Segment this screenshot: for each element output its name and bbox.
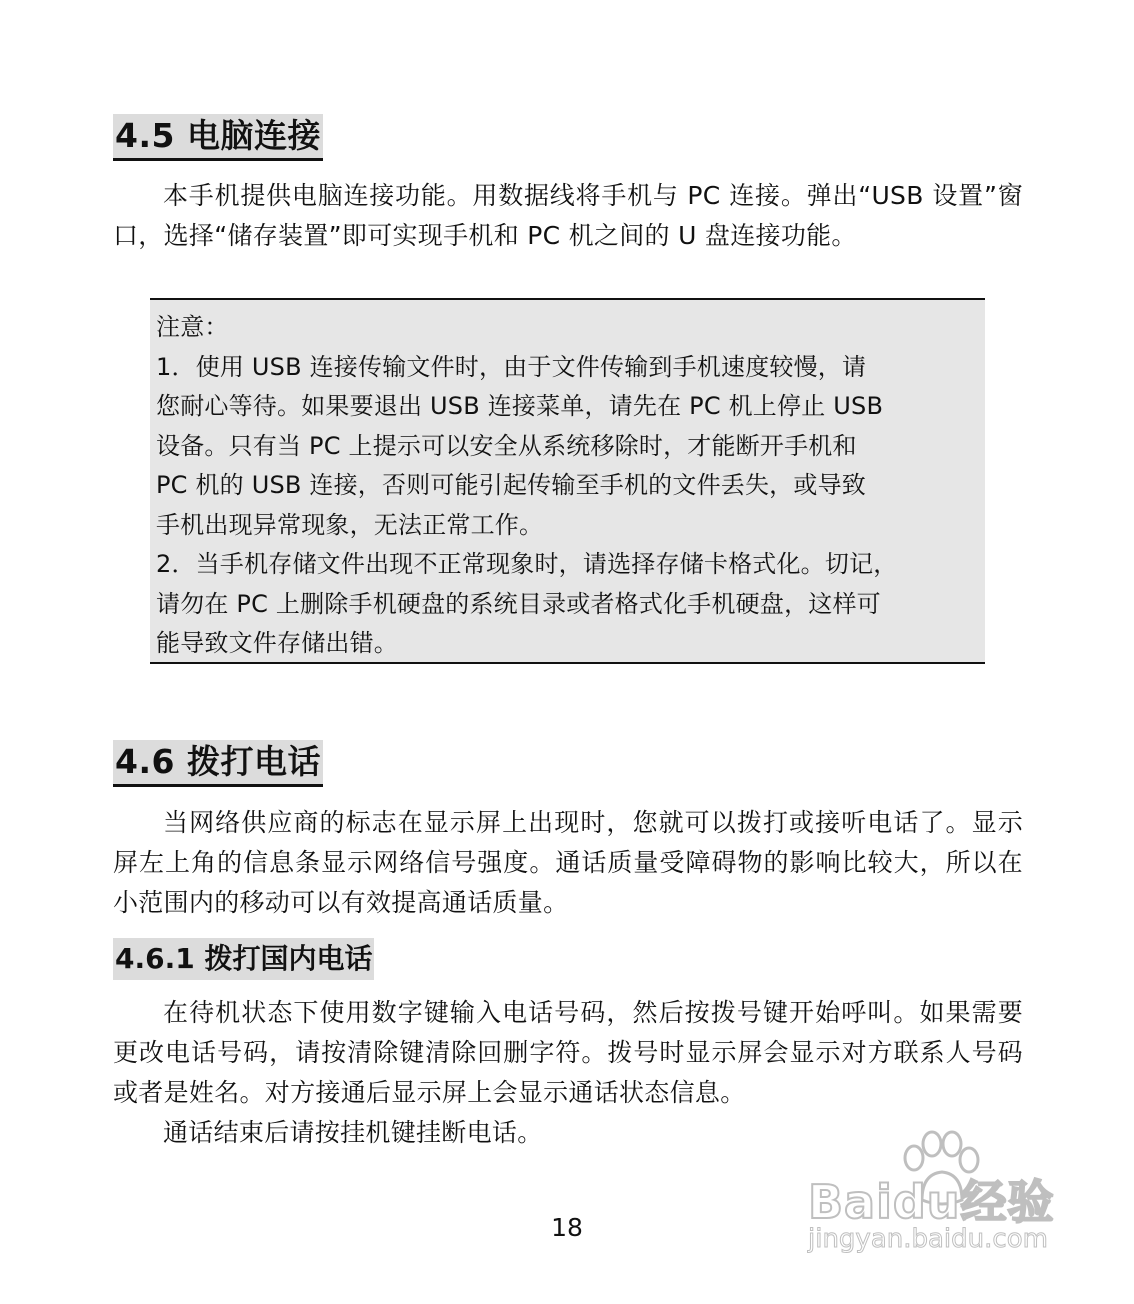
note-line: 设备。只有当 PC 上提示可以安全从系统移除时，才能断开手机和 [156,431,857,460]
subsection-heading-4-6-1: 4.6.1 拨打国内电话 [113,938,374,980]
watermark-url: jingyan.baidu.com [808,1224,1048,1254]
page-number: 18 [551,1213,583,1242]
section-4-5-paragraph: 本手机提供电脑连接功能。用数据线将手机与 PC 连接。弹出“USB 设置”窗口，选择“储存装置”即可实现手机和 PC 机之间的 U 盘连接功能。 [113,181,1023,250]
section-4-6-paragraph: 当网络供应商的标志在显示屏上出现时，您就可以拨打或接听电话了。显示屏左上角的信息条显示网络信号强度。通话质量受障碍物的影响比较大，所以在小范围内的移动可以有效提高通话质量。 [113,808,1023,917]
note-line: 您耐心等待。如果要退出 USB 连接菜单，请先在 PC 机上停止 USB [156,392,884,420]
section-heading-4-5: 4.5 电脑连接 [113,114,323,161]
note-box [150,298,985,664]
note-line: 能导致文件存储出错。 [156,629,398,657]
watermark-logo-text: Baidu经验 [808,1175,1055,1229]
section-heading-4-6: 4.6 拨打电话 [113,740,323,787]
note-line: 请勿在 PC 上删除手机硬盘的系统目录或者格式化手机硬盘，这样可 [156,589,881,618]
note-line: 手机出现异常现象，无法正常工作。 [156,510,544,539]
note-title: 注意： [156,313,229,341]
section-4-6-1-paragraph: 在待机状态下使用数字键输入电话号码，然后按拨号键开始呼叫。如果需要更改电话号码，请按清除键清除回删字符。拨号时显示屏会显示对方联系人号码或者是姓名。对方接通后显示屏上会显示通话状态信息。 [113,998,1023,1107]
note-line: 2．当手机存储文件出现不正常现象时，请选择存储卡格式化。切记， [156,550,898,578]
note-line: PC 机的 USB 连接，否则可能引起传输至手机的文件丢失，或导致 [156,471,866,499]
note-line: 1．使用 USB 连接传输文件时，由于文件传输到手机速度较慢，请 [156,352,867,381]
baidu-watermark [800,1130,1070,1260]
section-4-6-1-paragraph-end-call: 通话结束后请按挂机键挂断电话。 [163,1118,543,1147]
